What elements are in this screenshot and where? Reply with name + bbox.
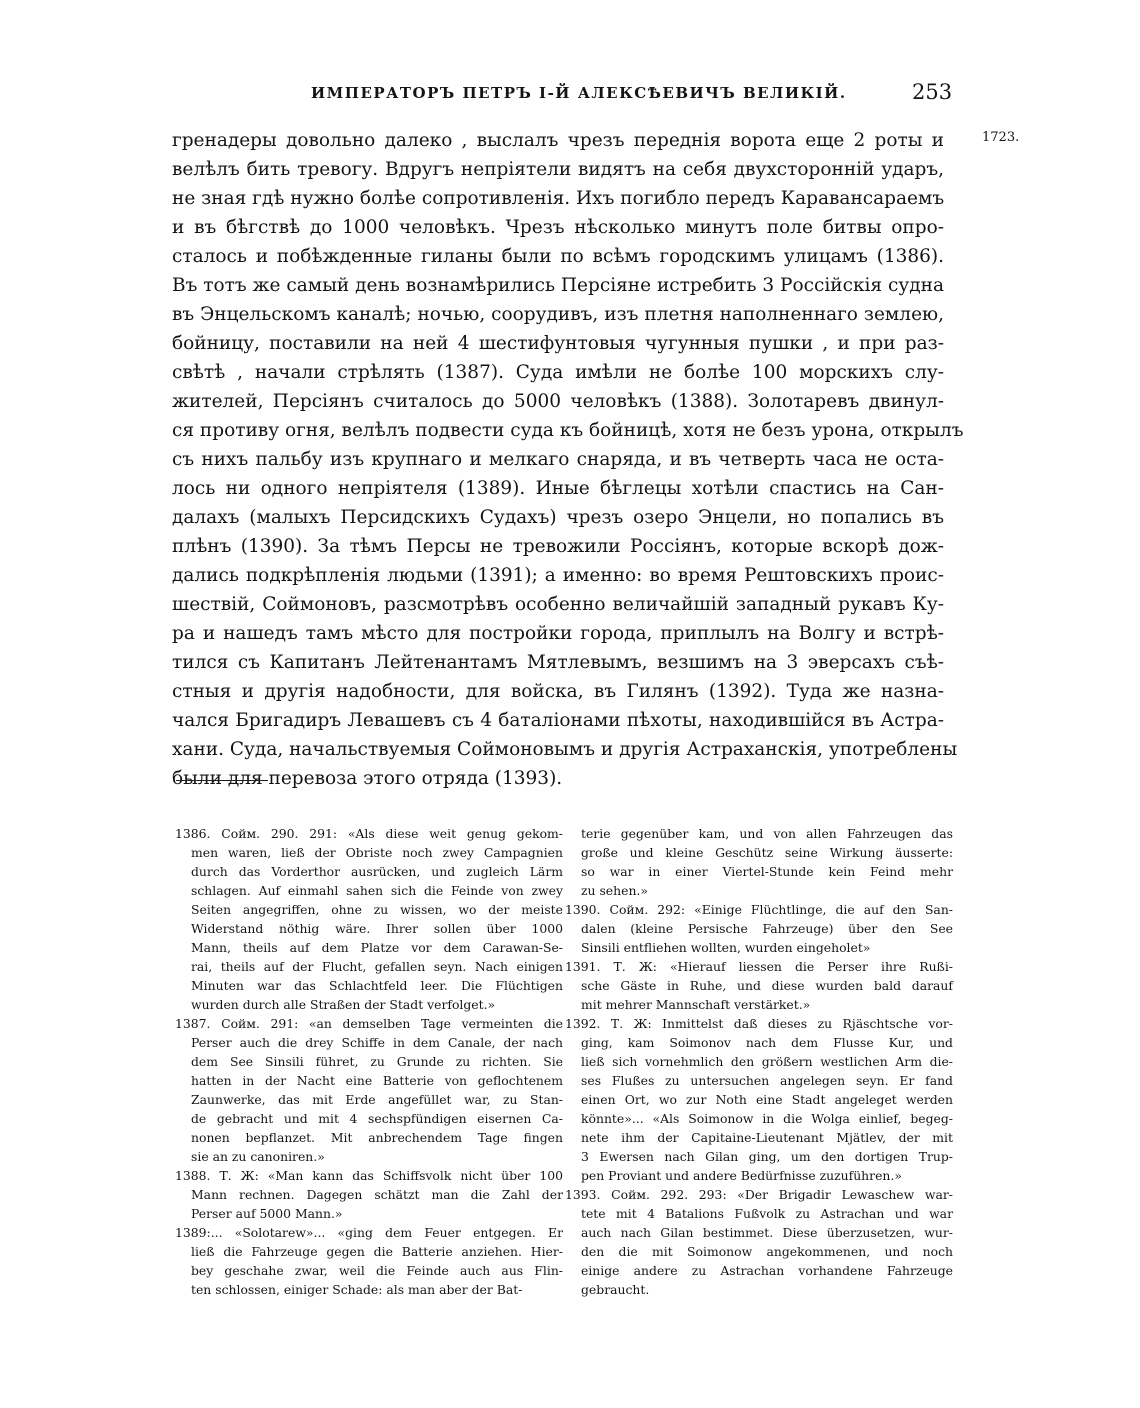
text-line: плѣнъ (1390). За тѣмъ Персы не тревожили Россіянъ, которые вскорѣ дож-	[172, 536, 944, 557]
footnote-line: sie an zu canoniren.»	[191, 1149, 325, 1164]
footnote-line: men waren, ließ der Obriste noch zwey Campagnien	[191, 845, 563, 860]
footnote-line: 1389:... «Solotarew»... «ging dem Feuer entgegen. Er	[175, 1225, 563, 1240]
text-line: съ нихъ пальбу изъ крупнаго и мелкаго снаряда, и въ четверть часа не оста-	[172, 449, 944, 470]
footnote-line: ses Flußes zu untersuchen angelegen seyn. Er fand	[581, 1073, 953, 1088]
footnote-line: terie gegenüber kam, und von allen Fahrzeugen das	[581, 826, 953, 841]
text-line: сталось и побѣжденные гиланы были по всѣмъ городскимъ улицамъ (1386).	[172, 246, 944, 267]
footnote-line: nete ihm der Capitaine-Lieutenant Mjätlev, der mit	[581, 1130, 953, 1145]
footnote-line: 1386. Сойм. 290. 291: «Als diese weit genug gekom-	[175, 826, 563, 841]
text-line: хани. Суда, начальствуемыя Соймоновымъ и другія Астраханскія, употреблены	[172, 739, 958, 760]
footnote-line: Mann, theils auf dem Platze vor dem Carawan-Se-	[191, 940, 563, 955]
text-line: лось ни одного непріятеля (1389). Иные бѣглецы хотѣли спастись на Сан-	[172, 478, 944, 499]
text-line: чался Бригадиръ Левашевъ съ 4 баталіонами пѣхоты, находившійся въ Астра-	[172, 710, 944, 731]
text-line: велѣлъ бить тревогу. Вдругъ непріятели видятъ на себя двухсторонній ударъ,	[172, 159, 944, 180]
footnote-line: 3 Ewersen nach Gilan ging, um den dortigen Trup-	[581, 1149, 953, 1164]
footnote-line: Perser auf 5000 Mann.»	[191, 1206, 343, 1221]
footnote-line: 1388. Т. Ж: «Man kann das Schiffsvolk nicht über 100	[175, 1168, 563, 1183]
text-line: стныя и другія надобности, для войска, въ Гилянъ (1392). Туда же назна-	[172, 681, 944, 702]
footnote-line: Seiten angegriffen, ohne zu wissen, wo der meiste	[191, 902, 563, 917]
text-line: не зная гдѣ нужно болѣе сопротивленія. Ихъ погибло передъ Каравансараемъ	[172, 188, 945, 209]
page-header	[0, 80, 1140, 110]
margin-year: 1723.	[982, 130, 1020, 145]
footnote-line: könnte»... «Als Soimonow in die Wolga einlief, begeg-	[581, 1111, 953, 1126]
main-text	[172, 126, 964, 793]
footnote-line: nonen bepflanzet. Mit anbrechendem Tage fingen	[191, 1130, 563, 1145]
footnote-line: wurden durch alle Straßen der Stadt verfolget.»	[191, 997, 496, 1012]
footnote-line: einen Ort, wo zur Noth eine Stadt angeleget werden	[581, 1092, 953, 1107]
footnote-line: tete mit 4 Batalions Fußvolk zu Astrachan und war	[581, 1206, 953, 1221]
footnote-line: durch das Vorderthor ausrücken, und zugleich Lärm	[191, 864, 563, 879]
footnote-line: Mann rechnen. Dagegen schätzt man die Zahl der	[191, 1187, 563, 1202]
text-line: ся противу огня, велѣлъ подвести суда къ бойницѣ, хотя не безъ урона, открылъ	[172, 420, 964, 441]
footnotes-left-column	[175, 824, 563, 1299]
footnote-line: dem See Sinsili führet, zu Grunde zu richten. Sie	[191, 1054, 563, 1069]
footnote-line: 1390. Сойм. 292: «Einige Flüchtlinge, die auf den San-	[565, 902, 953, 917]
footnote-line: Zaunwerke, das mit Erde angefüllet war, zu Stan-	[191, 1092, 563, 1107]
text-line: далахъ (малыхъ Персидскихъ Судахъ) чрезъ озеро Энцели, но попались въ	[172, 507, 944, 528]
footnote-line: sche Gäste in Ruhe, und diese wurden bald darauf	[581, 978, 953, 993]
running-title: ИМПЕРАТОРЪ ПЕТРЪ І-Й АЛЕКСѢЕВИЧЪ ВЕЛИКІЙ.	[311, 84, 847, 102]
footnote-line: so war in einer Viertel-Stunde kein Feind mehr	[581, 864, 953, 879]
text-line: и въ бѣгствѣ до 1000 человѣкъ. Чрезъ нѣсколько минутъ поле битвы опро-	[172, 217, 944, 238]
footnote-line: Widerstand nöthig wäre. Ihrer sollen über 1000	[191, 921, 563, 936]
footnote-line: mit mehrer Mannschaft verstärket.»	[581, 997, 811, 1012]
footnote-line: große und kleine Geschütz seine Wirkung äusserte:	[581, 845, 953, 860]
footnotes-right-column	[565, 824, 953, 1299]
footnote-rule	[176, 780, 268, 781]
footnote-line: 1387. Сойм. 291: «an demselben Tage vermeinten die	[175, 1016, 563, 1031]
footnote-line: 1393. Сойм. 292. 293: «Der Brigadir Lewaschew war-	[565, 1187, 953, 1202]
text-line: Въ тотъ же самый день вознамѣрились Персіяне истребить 3 Россійскія судна	[172, 275, 944, 296]
text-line: были для перевоза этого отряда (1393).	[172, 768, 563, 789]
text-line: бойницу, поставили на ней 4 шестифунтовыя чугунныя пушки , и при раз-	[172, 333, 944, 354]
footnote-line: einige andere zu Astrachan vorhandene Fahrzeuge	[581, 1263, 953, 1278]
footnote-line: dalen (kleine Persische Fahrzeuge) über den See	[581, 921, 953, 936]
footnote-line: auch nach Gilan bestimmet. Diese überzusetzen, wur-	[581, 1225, 953, 1240]
footnote-line: gebraucht.	[581, 1282, 650, 1297]
footnote-line: ließ die Fahrzeuge gegen die Batterie anziehen. Hier-	[191, 1244, 563, 1259]
footnote-line: rai, theils auf der Flucht, gefallen seyn. Nach einigen	[191, 959, 563, 974]
text-line: шествій, Соймоновъ, разсмотрѣвъ особенно величайшій западный рукавъ Ку-	[172, 594, 944, 615]
footnote-line: schlagen. Auf einmahl sahen sich die Feinde von zwey	[191, 883, 563, 898]
text-line: ра и нашедъ тамъ мѣсто для постройки города, приплылъ на Волгу и встрѣ-	[172, 623, 944, 644]
footnote-line: ten schlossen, einiger Schade: als man aber der Bat-	[191, 1282, 523, 1297]
footnote-line: Perser auch die drey Schiffe in dem Canale, der nach	[191, 1035, 563, 1050]
footnote-line: den die mit Soimonow angekommenen, und noch	[581, 1244, 953, 1259]
text-line: жителей, Персіянъ считалось до 5000 человѣкъ (1388). Золотаревъ двинул-	[172, 391, 944, 412]
footnote-line: 1392. Т. Ж: Inmittelst daß dieses zu Rjäschtsche vor-	[565, 1016, 953, 1031]
footnote-line: de gebracht und mit 4 sechspfündigen eisernen Ca-	[191, 1111, 563, 1126]
text-line: гренадеры довольно далеко , выслалъ чрезъ переднія ворота еще 2 роты и	[172, 130, 944, 151]
page-number: 253	[912, 80, 953, 104]
footnote-line: ließ sich vornehmlich den größern westlichen Arm die-	[581, 1054, 953, 1069]
footnote-line: Sinsili entfliehen wollten, wurden eingeholet»	[581, 940, 871, 955]
footnote-line: Minuten war das Schlachtfeld leer. Die Flüchtigen	[191, 978, 563, 993]
footnote-line: zu sehen.»	[581, 883, 648, 898]
text-line: свѣтѣ , начали стрѣлять (1387). Суда имѣли не болѣе 100 морскихъ слу-	[172, 362, 944, 383]
text-line: дались подкрѣпленія людьми (1391); а именно: во время Рештовскихъ проис-	[172, 565, 944, 586]
footnote-line: bey geschahe zwar, weil die Feinde auch aus Flin-	[191, 1263, 563, 1278]
text-line: въ Энцельскомъ каналѣ; ночью, соорудивъ, изъ плетня наполненнаго землею,	[172, 304, 944, 325]
footnote-line: ging, kam Soimonov nach dem Flusse Kur, und	[581, 1035, 953, 1050]
footnote-line: hatten in der Nacht eine Batterie von geflochtenem	[191, 1073, 563, 1088]
footnote-line: 1391. Т. Ж: «Hierauf liessen die Perser ihre Rußi-	[565, 959, 953, 974]
footnote-line: pen Proviant und andere Bedürfnisse zuzuführen.»	[581, 1168, 902, 1183]
text-line: тился съ Капитанъ Лейтенантамъ Мятлевымъ, везшимъ на 3 эверсахъ съѣ-	[172, 652, 944, 673]
